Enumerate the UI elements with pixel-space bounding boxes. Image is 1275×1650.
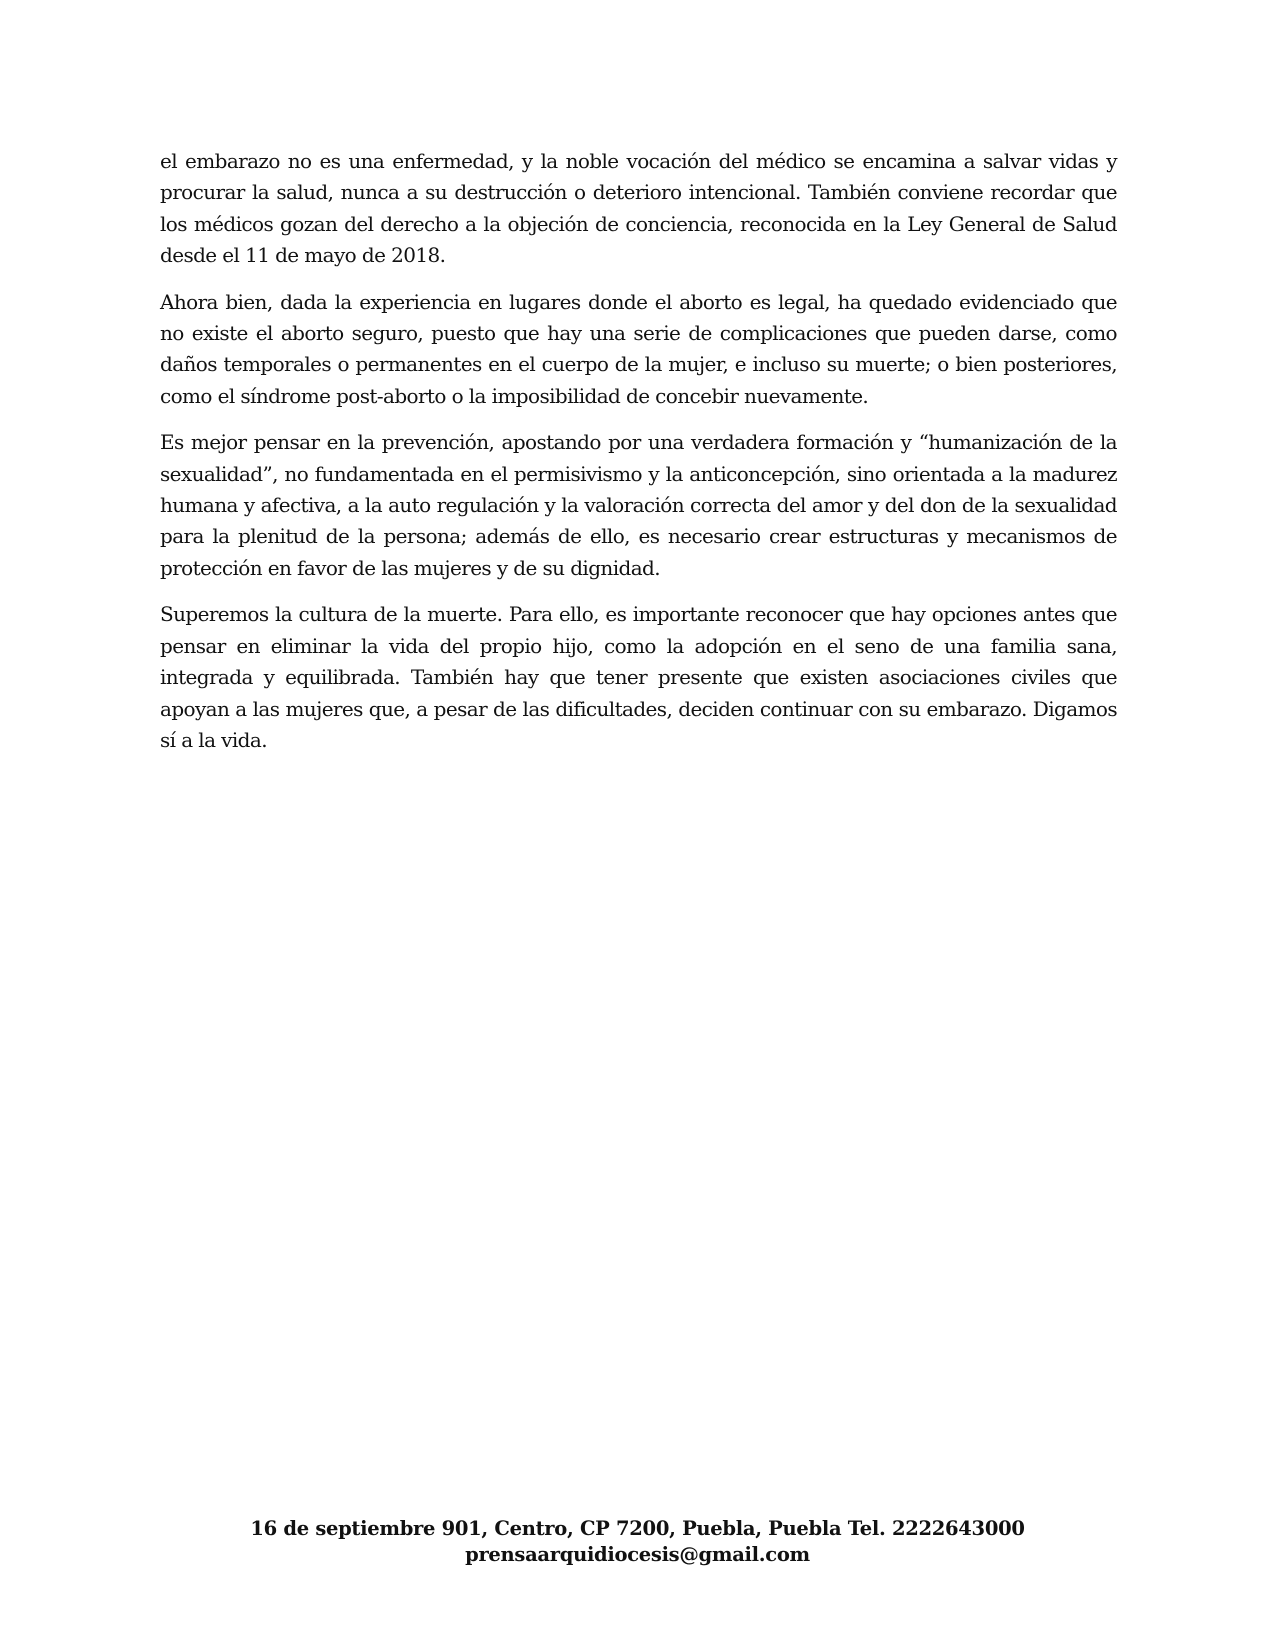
paragraph-prevention: Es mejor pensar en la prevención, apostando por una verdadera formación y “humanización de la sexualidad”, no fundamentada en el permisivismo y la anticoncepción, sino orientada a la madurez humana y afectiva, a la auto regulación y la valoración correcta del amor y del don de la sexualidad para la plenitud de la persona; además de ello, es necesario crear estructuras y mecanismos de protección en favor de las mujeres y de su dignidad. — [160, 430, 1117, 580]
document-body — [160, 146, 1117, 771]
paragraph-culture-of-life: Superemos la cultura de la muerte. Para ello, es importante reconocer que hay opciones antes que pensar en eliminar la vida del propio hijo, como la adopción en el seno de una familia sana, integrada y equilibrada. También hay que tener presente que existen asociaciones civiles que apoyan a las mujeres que, a pesar de las dificultades, deciden continuar con su embarazo. Digamos sí a la vida. — [160, 602, 1117, 752]
footer-address: 16 de septiembre 901, Centro, CP 7200, Puebla, Puebla Tel. 2222643000 — [250, 1517, 1025, 1540]
page-footer — [0, 1516, 1275, 1568]
footer-email: prensaarquidiocesis@gmail.com — [465, 1543, 810, 1566]
paragraph-unsafe-abortion: Ahora bien, dada la experiencia en lugares donde el aborto es legal, ha quedado evidenciado que no existe el aborto seguro, puesto que hay una serie de complicaciones que pueden darse, como daños temporales o permanentes en el cuerpo de la mujer, e incluso su muerte; o bien posteriores, como el síndrome post-aborto o la imposibilidad de concebir nuevamente. — [160, 289, 1117, 408]
paragraph-medical-vocation: el embarazo no es una enfermedad, y la noble vocación del médico se encamina a salvar vidas y procurar la salud, nunca a su destrucción o deterioro intencional. También conviene recordar que los médicos gozan del derecho a la objeción de conciencia, reconocida en la Ley General de Salud desde el 11 de mayo de 2018. — [160, 149, 1117, 268]
